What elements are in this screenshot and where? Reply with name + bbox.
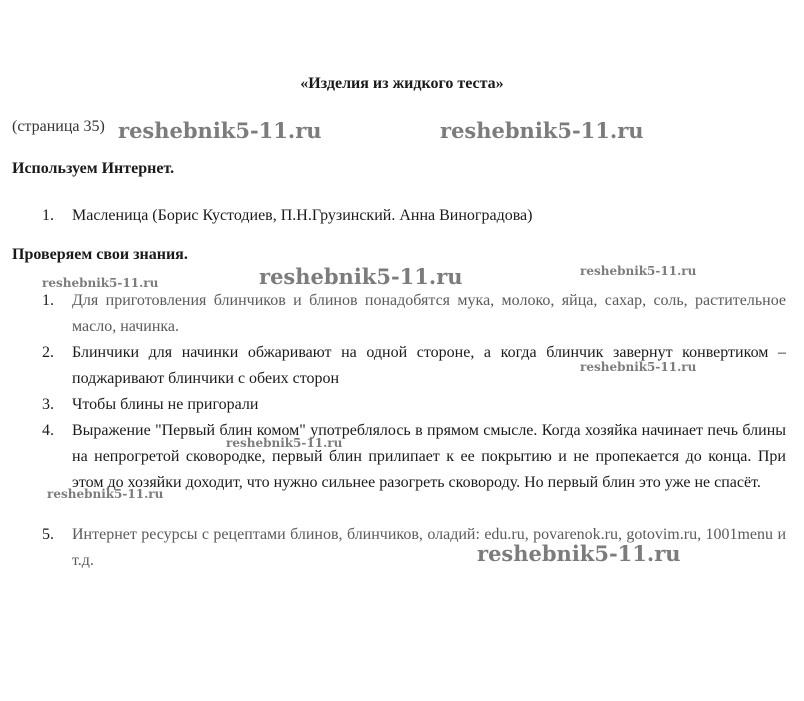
list-item [42, 392, 786, 418]
list-item-text: Интернет ресурсы с рецептами блинов, блинчиков, оладий: edu.ru, povarenok.ru, gotovim.ru, 1001menu и т.д. [72, 526, 786, 569]
list-item-number: 5. [42, 526, 54, 543]
list-item-number: 4. [42, 422, 54, 439]
list-item-text: Выражение "Первый блин комом" употреблялось в прямом смысле. Когда хозяйка начинает печь блины на непрогретой сковородке, первый блин прилипает к ее покрытию и не пропекается до конца. При этом до хозяйки доходит, что нужно сильнее разогреть сковороду. Но первый блин это уже не спасёт. [72, 422, 786, 491]
list-item-number: 3. [42, 396, 54, 413]
list-item [42, 288, 786, 340]
section-heading-internet: Используем Интернет. [12, 160, 175, 177]
watermark: reshebnik5-11.ru [580, 264, 697, 278]
watermark: reshebnik5-11.ru [226, 436, 343, 450]
list-item-text: Для приготовления блинчиков и блинов понадобятся мука, молоко, яйца, сахар, соль, растительное масло, начинка. [72, 292, 786, 335]
watermark: reshebnik5-11.ru [580, 360, 697, 374]
document-title: «Изделия из жидкого теста» [300, 75, 504, 92]
watermark: reshebnik5-11.ru [118, 118, 322, 143]
list-item-text: Масленица (Борис Кустодиев, П.Н.Грузинский. Анна Виноградова) [72, 207, 533, 224]
list-item-number: 2. [42, 344, 54, 361]
watermark: reshebnik5-11.ru [477, 541, 681, 566]
list-item-text: Чтобы блины не пригорали [72, 396, 259, 413]
section-heading-knowledge: Проверяем свои знания. [12, 246, 188, 263]
page-reference: (страница 35) [12, 118, 105, 135]
list-item-number: 1. [42, 292, 54, 309]
list-item [42, 203, 786, 229]
watermark: reshebnik5-11.ru [42, 276, 159, 290]
list-item [42, 418, 786, 496]
watermark: reshebnik5-11.ru [440, 118, 644, 143]
list-item-text: Блинчики для начинки обжаривают на одной стороне, а когда блинчик завернут конвертиком – поджаривают блинчики с обеих сторон [72, 344, 786, 387]
list-item-number: 1. [42, 207, 54, 224]
watermark: reshebnik5-11.ru [47, 487, 164, 501]
watermark: reshebnik5-11.ru [259, 264, 463, 289]
